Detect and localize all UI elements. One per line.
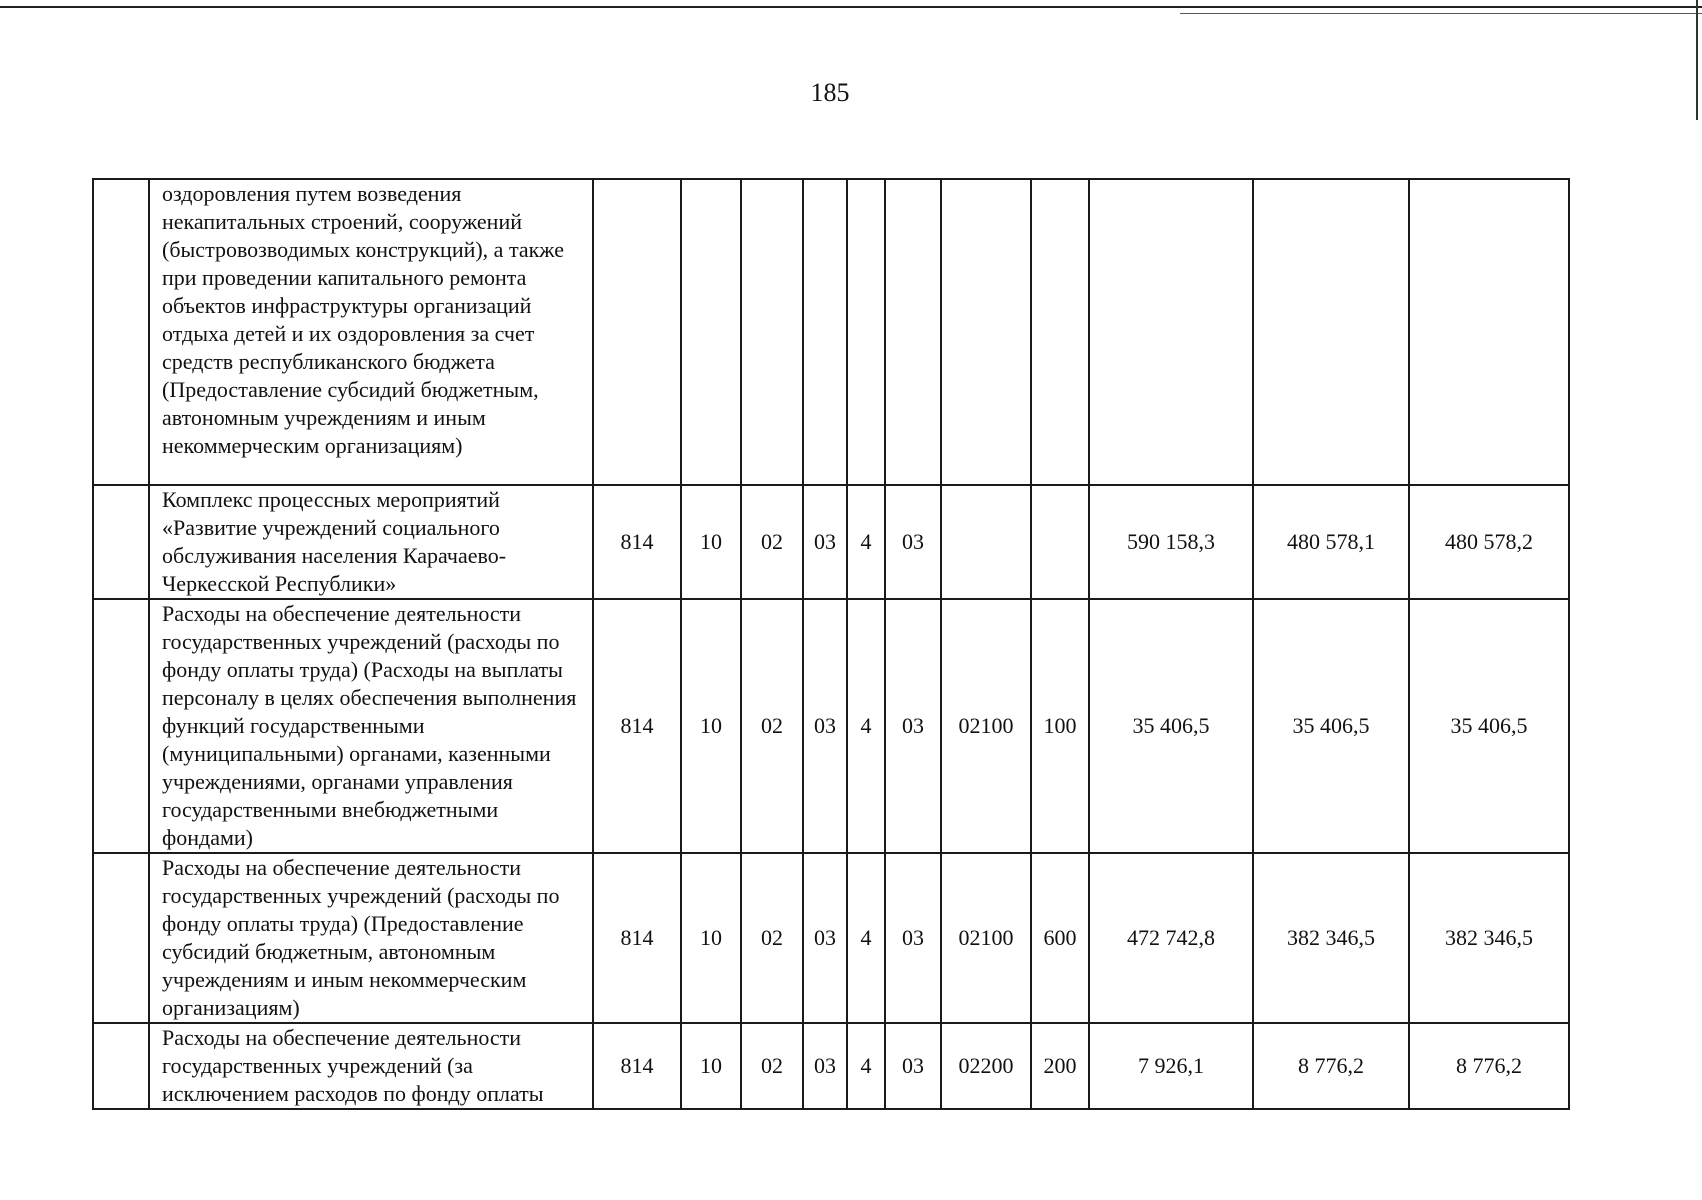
description-cell: Комплекс процессных мероприятий «Развитие учреждений социального обслуживания населения Карачаево-Черкесской Республики» [149,485,593,599]
amount-cell-2: 35 406,5 [1253,599,1409,853]
code-cell-section: 10 [681,485,741,599]
code-cell-direction [941,179,1031,485]
description-cell: оздоровления путем возведения некапитальных строений, сооружений (быстровозводимых конструкций), а также при проведении капитального ремонта объектов инфраструктуры организаций отдыха детей и их оздоровления за счет средств республиканского бюджета (Предоставление субсидий бюджетным, автономным учреждениям и иным некоммерческим организациям) [149,179,593,485]
code-cell-type: 4 [847,853,885,1023]
amount-cell-2: 382 346,5 [1253,853,1409,1023]
code-cell-expense-type [1031,485,1089,599]
description-cell: Расходы на обеспечение деятельности государственных учреждений (расходы по фонду оплаты труда) (Предоставление субсидий бюджетным, автономным учреждениям и иным некоммерческим организациям) [149,853,593,1023]
table-row [93,853,1569,1023]
code-cell-direction [941,485,1031,599]
code-cell-expense-type: 200 [1031,1023,1089,1109]
code-cell-subsection: 02 [741,599,803,853]
code-cell-subsection: 02 [741,485,803,599]
amount-cell-3: 480 578,2 [1409,485,1569,599]
index-cell [93,853,149,1023]
amount-cell-3: 8 776,2 [1409,1023,1569,1109]
amount-cell-3 [1409,179,1569,485]
code-cell-subsection: 02 [741,1023,803,1109]
code-cell-structure [885,179,941,485]
code-cell-program [803,179,847,485]
code-cell-subsection [741,179,803,485]
code-cell-subsection: 02 [741,853,803,1023]
code-cell-structure: 03 [885,853,941,1023]
code-cell-structure: 03 [885,1023,941,1109]
amount-cell-3: 382 346,5 [1409,853,1569,1023]
amount-cell-1: 7 926,1 [1089,1023,1253,1109]
table-row [93,179,1569,485]
table-row [93,485,1569,599]
index-cell [93,485,149,599]
code-cell-section [681,179,741,485]
amount-cell-1: 590 158,3 [1089,485,1253,599]
code-cell-structure: 03 [885,599,941,853]
code-cell-program: 03 [803,1023,847,1109]
description-cell: Расходы на обеспечение деятельности государственных учреждений (за исключением расходов по фонду оплаты [149,1023,593,1109]
index-cell [93,1023,149,1109]
code-cell-program: 03 [803,485,847,599]
code-cell-structure: 03 [885,485,941,599]
code-cell-section: 10 [681,853,741,1023]
top-border-line [0,6,1702,8]
budget-table [92,178,1570,1110]
code-cell-ministry: 814 [593,599,681,853]
table-row [93,1023,1569,1109]
description-cell: Расходы на обеспечение деятельности государственных учреждений (расходы по фонду оплаты труда) (Расходы на выплаты персоналу в целях обеспечения выполнения функций государственными (муниципальными) органами, казенными учреждениями, органами управления государственными внебюджетными фондами) [149,599,593,853]
code-cell-section: 10 [681,1023,741,1109]
code-cell-ministry: 814 [593,1023,681,1109]
code-cell-type: 4 [847,1023,885,1109]
page-number: 185 [810,78,850,107]
code-cell-section: 10 [681,599,741,853]
amount-cell-1 [1089,179,1253,485]
code-cell-expense-type [1031,179,1089,485]
code-cell-type: 4 [847,599,885,853]
index-cell [93,179,149,485]
table-row [93,599,1569,853]
code-cell-direction: 02100 [941,853,1031,1023]
right-edge-line [1696,0,1698,120]
index-cell [93,599,149,853]
amount-cell-1: 472 742,8 [1089,853,1253,1023]
top-border-line-secondary [1180,13,1702,14]
code-cell-program: 03 [803,599,847,853]
code-cell-direction: 02100 [941,599,1031,853]
code-cell-expense-type: 600 [1031,853,1089,1023]
code-cell-program: 03 [803,853,847,1023]
amount-cell-2: 480 578,1 [1253,485,1409,599]
amount-cell-1: 35 406,5 [1089,599,1253,853]
amount-cell-3: 35 406,5 [1409,599,1569,853]
code-cell-ministry: 814 [593,853,681,1023]
amount-cell-2: 8 776,2 [1253,1023,1409,1109]
code-cell-type [847,179,885,485]
code-cell-ministry [593,179,681,485]
code-cell-type: 4 [847,485,885,599]
code-cell-ministry: 814 [593,485,681,599]
code-cell-direction: 02200 [941,1023,1031,1109]
amount-cell-2 [1253,179,1409,485]
code-cell-expense-type: 100 [1031,599,1089,853]
